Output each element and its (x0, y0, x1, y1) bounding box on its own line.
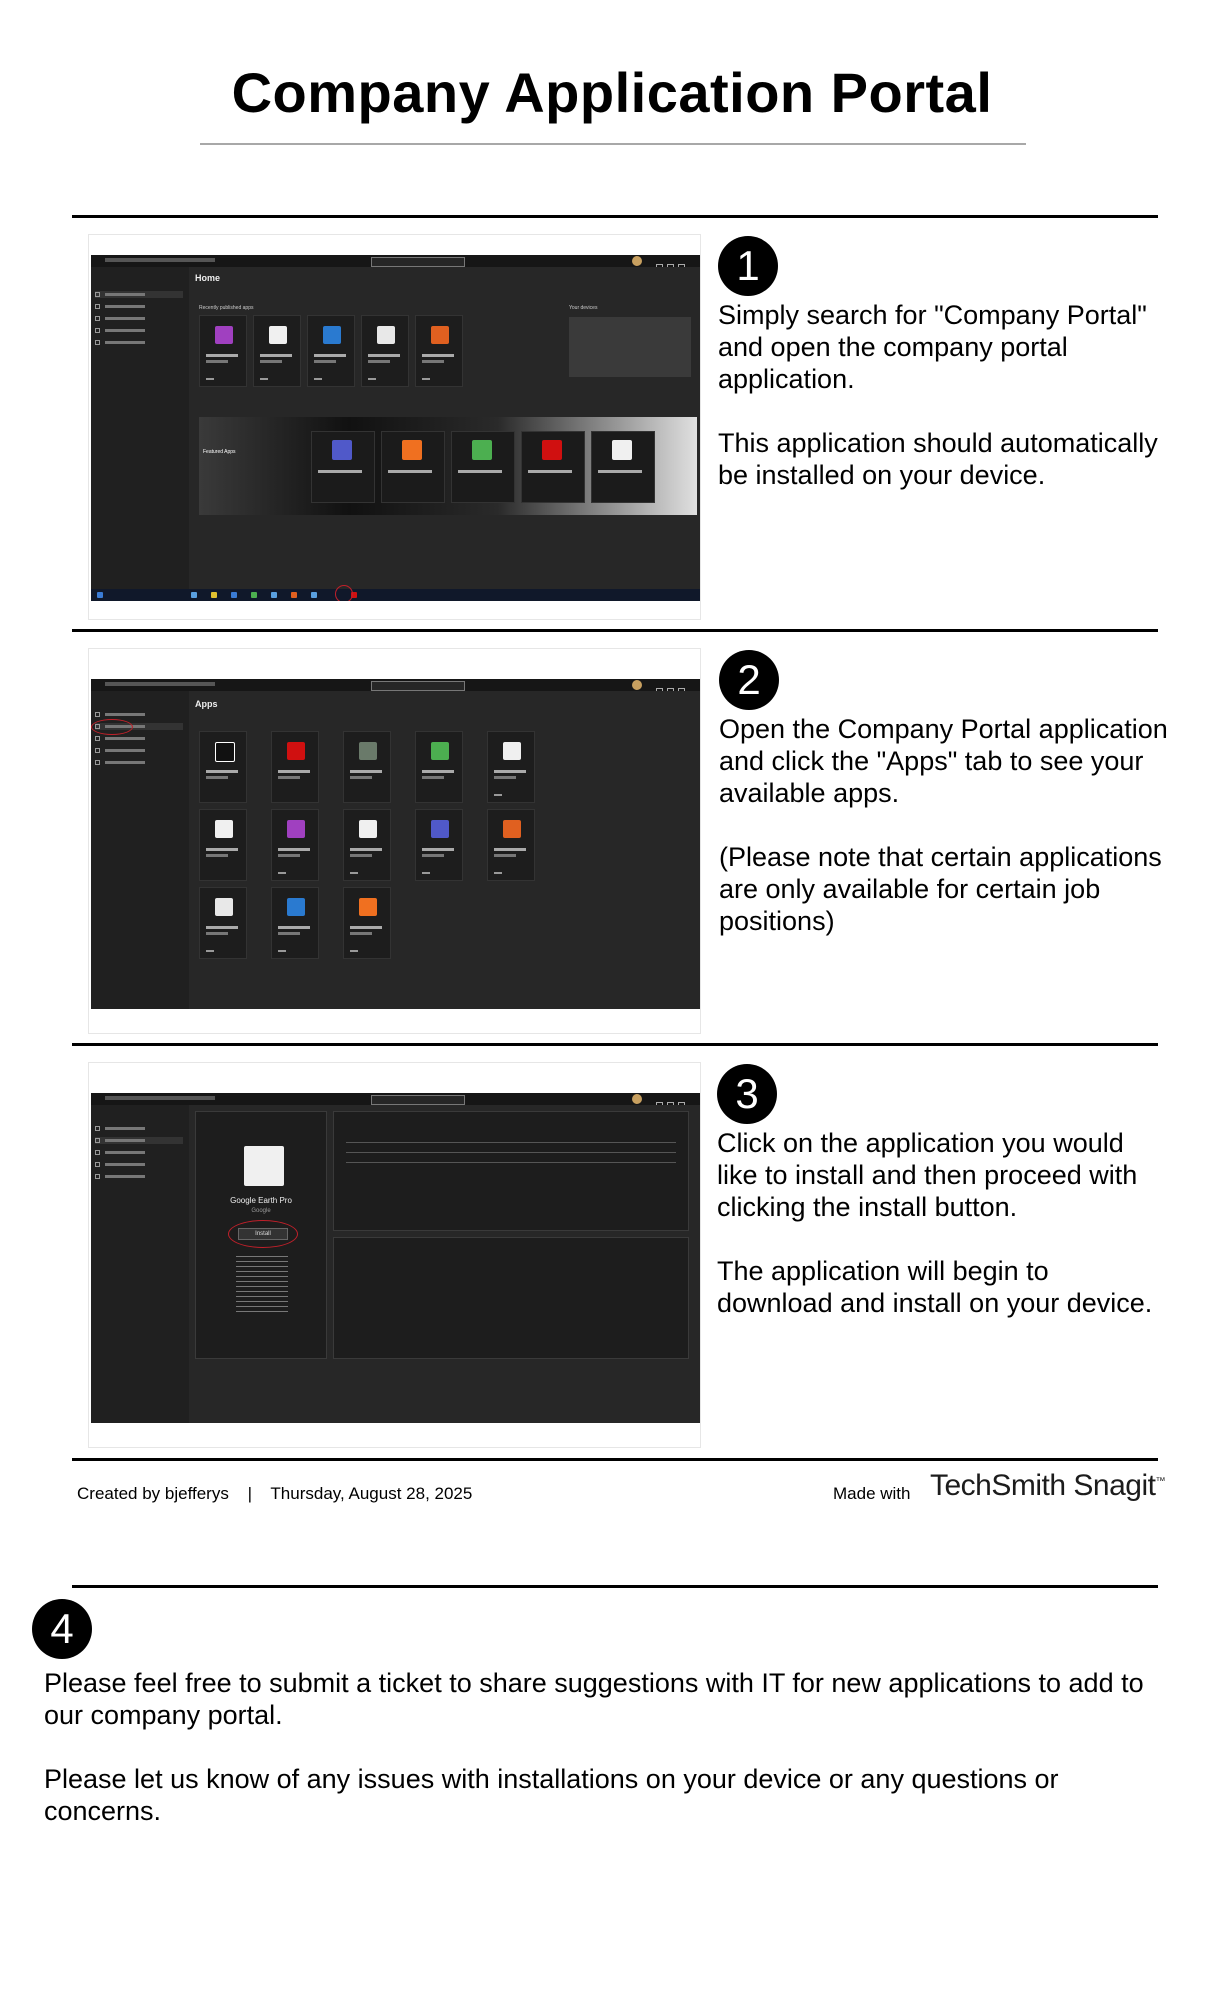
page-title: Company Application Portal (231, 61, 993, 124)
section-divider (72, 1043, 1158, 1046)
step-2-text (719, 713, 1169, 969)
step-4-badge: 4 (32, 1599, 92, 1659)
screenshot-app-detail (88, 1062, 701, 1448)
apps-heading: Apps (195, 699, 218, 709)
detail-app-name: Google Earth Pro (230, 1196, 292, 1205)
screenshot-home (88, 234, 701, 620)
step-2-badge: 2 (719, 650, 779, 710)
recent-apps-label: Recently published apps (199, 305, 254, 311)
step-3-paragraph: The application will begin to download and install on your device. (717, 1256, 1153, 1318)
snagit-logo (930, 1469, 1165, 1503)
created-by: Created by bjefferys (77, 1484, 229, 1503)
step-3-paragraph: Click on the application you would like to install and then proceed with clicking the install button. (717, 1128, 1138, 1222)
footer-separator: | (247, 1484, 252, 1503)
step-2-paragraph: (Please note that certain applications are only available for certain job positions) (719, 842, 1162, 936)
section-divider (72, 629, 1158, 632)
title-divider (200, 143, 1026, 145)
step-1-text (718, 299, 1168, 523)
step-1-paragraph: This application should automatically be installed on your device. (718, 428, 1158, 490)
made-with-label: Made with (833, 1484, 911, 1503)
step-4-paragraph: Please let us know of any issues with installations on your device or any questions or concerns. (44, 1764, 1059, 1826)
screenshot-apps (88, 648, 701, 1034)
install-button[interactable]: Install (238, 1228, 288, 1240)
section-divider (72, 1585, 1158, 1588)
detail-publisher: Google (251, 1208, 271, 1214)
your-devices-label: Your devices (569, 305, 598, 311)
step-3-text (717, 1127, 1167, 1351)
home-heading: Home (195, 273, 221, 283)
footer-divider (72, 1458, 1158, 1461)
footer-date: Thursday, August 28, 2025 (270, 1484, 473, 1503)
step-1-badge: 1 (718, 236, 778, 296)
step-4-paragraph: Please feel free to submit a ticket to share suggestions with IT for new applications to add to our company portal. (44, 1668, 1144, 1730)
step-1-paragraph: Simply search for "Company Portal" and open the company portal application. (718, 300, 1147, 394)
section-divider (72, 215, 1158, 218)
brand-name: TechSmith Snagit (930, 1469, 1156, 1502)
featured-apps-label: Featured Apps (203, 449, 236, 455)
footer-credits (77, 1484, 472, 1504)
trademark-mark: ™ (1155, 1476, 1165, 1487)
step-3-badge: 3 (717, 1064, 777, 1124)
step-2-paragraph: Open the Company Portal application and click the "Apps" tab to see your available apps. (719, 714, 1168, 808)
